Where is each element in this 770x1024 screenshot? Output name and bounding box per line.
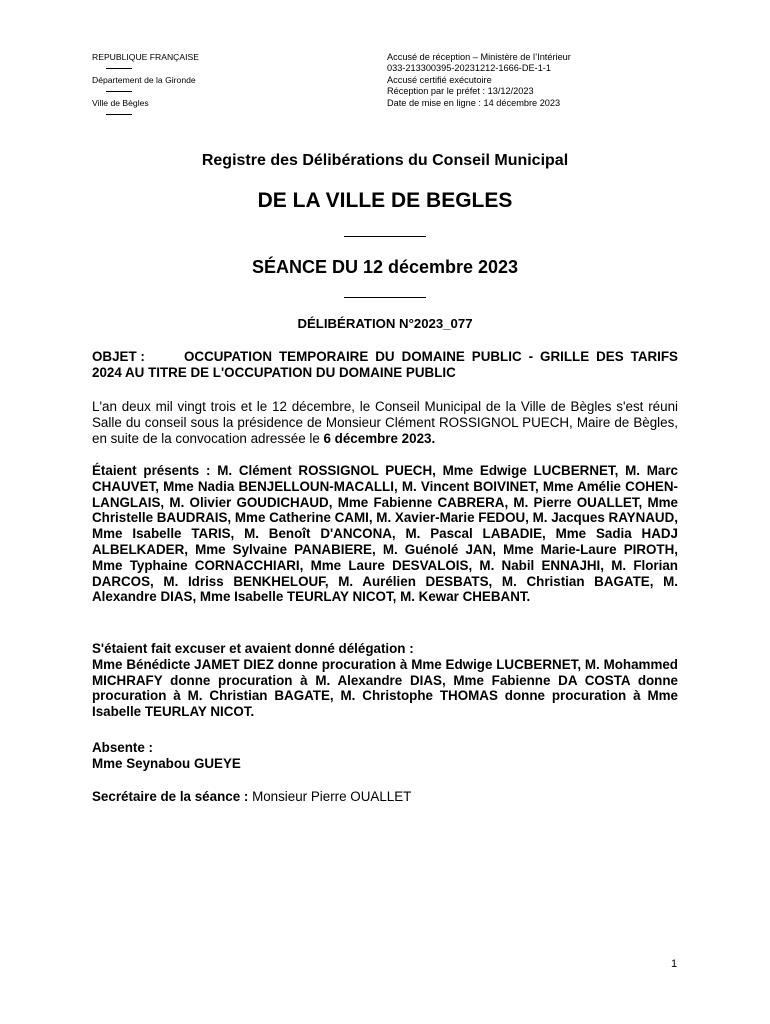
intro-paragraph <box>92 399 678 446</box>
page-number: 1 <box>671 958 678 970</box>
objet-text: OCCUPATION TEMPORAIRE DU DOMAINE PUBLIC - GRILLE DES TARIFS 2024 AU TITRE DE L'OCCUPATION DU DOMAINE PUBLIC <box>92 349 678 380</box>
departement-label: Département de la Gironde <box>92 75 196 85</box>
accuse-line-ministere: Accusé de réception – Ministère de l’Intérieur <box>387 52 571 62</box>
deliberation-number: DÉLIBÉRATION N°2023_077 <box>297 316 473 331</box>
header-separator <box>106 68 132 69</box>
objet-paragraph <box>92 349 678 381</box>
accuse-line-certifie: Accusé certifié exécutoire <box>387 74 492 85</box>
header-left-block <box>92 52 199 121</box>
excuses-text: Mme Bénédicte JAMET DIEZ donne procuration à Mme Edwige LUCBERNET, M. Mohammed MICHRAFY donne procuration à M. Alexandre DIAS, Mme Fabienne DA COSTA donne procuration à M. Christian BAGATE, M. Christophe THOMAS donne procuration à Mme Isabelle TEURLAY NICOT. <box>92 656 678 720</box>
accuse-line-reception: Réception par le préfet : 13/12/2023 <box>387 86 534 97</box>
registre-title: Registre des Délibérations du Conseil Municipal <box>201 152 569 169</box>
absente-heading: Absente : <box>92 740 154 755</box>
ville-label: Ville de Bègles <box>92 98 149 108</box>
secretaire-name: Monsieur Pierre OUALLET <box>252 789 412 804</box>
excuses-paragraph <box>92 641 678 720</box>
accuse-line-reference: 033-213300395-20231212-1666-DE-1-1 <box>387 63 551 74</box>
presents-paragraph: Étaient présents : M. Clément ROSSIGNOL PUECH, Mme Edwige LUCBERNET, M. Marc CHAUVET, Mme Nadia BENJELLOUN-MACALLI, M. Vincent BOIVINET, Mme Amélie COHEN-LANGLAIS, M. Olivier GOUDICHAUD, Mme Fabienne CABRERA, M. Pierre OUALLET, Mme Christelle BAUDRAIS, Mme Catherine CAMI, M. Xavier-Marie FEDOU, M. Jacques RAYNAUD, Mme Isabelle TARIS, M. Benoît D'ANCONA, M. Pascal LABADIE, Mme Sadia HADJ ALBELKADER, Mme Sylvaine PANABIERE, M. Guénolé JAN, Mme Marie-Laure PIROTH, Mme Typhaine CORNACCHIARI, Mme Laure DESVALOIS, M. Nabil ENNAJHI, M. Florian DARCOS, M. Idriss BENKHELOUF, M. Aurélien DESBATS, M. Christian BAGATE, M. Alexandre DIAS, Mme Isabelle TEURLAY NICOT, M. Kewar CHEBANT. <box>92 463 678 605</box>
excuses-heading: S'étaient fait excuser et avaient donné délégation : <box>92 641 414 656</box>
seance-title: SÉANCE DU 12 décembre 2023 <box>251 257 519 277</box>
title-rule <box>344 236 426 237</box>
secretaire-paragraph <box>92 789 678 805</box>
accuse-reception-block <box>387 52 571 109</box>
title-rule <box>344 297 426 298</box>
accuse-line-mise-en-ligne: Date de mise en ligne : 14 décembre 2023 <box>387 97 561 108</box>
republique-label: REPUBLIQUE FRANÇAISE <box>92 52 199 62</box>
ville-title: DE LA VILLE DE BEGLES <box>257 189 513 212</box>
header-separator <box>106 114 132 115</box>
objet-label: OBJET : <box>92 349 145 364</box>
absente-name: Mme Seynabou GUEYE <box>92 755 241 771</box>
secretaire-label: Secrétaire de la séance : <box>92 789 249 804</box>
header-separator <box>106 91 132 92</box>
intro-text: L'an deux mil vingt trois et le 12 décembre, le Conseil Municipal de la Ville de Bègles s'est réuni Salle du conseil sous la présidence de Monsieur Clément ROSSIGNOL PUECH, Maire de Bègles, en suite de la convocation adressée le <box>92 399 678 446</box>
absente-paragraph <box>92 740 678 772</box>
convocation-date: 6 décembre 2023. <box>323 430 436 446</box>
